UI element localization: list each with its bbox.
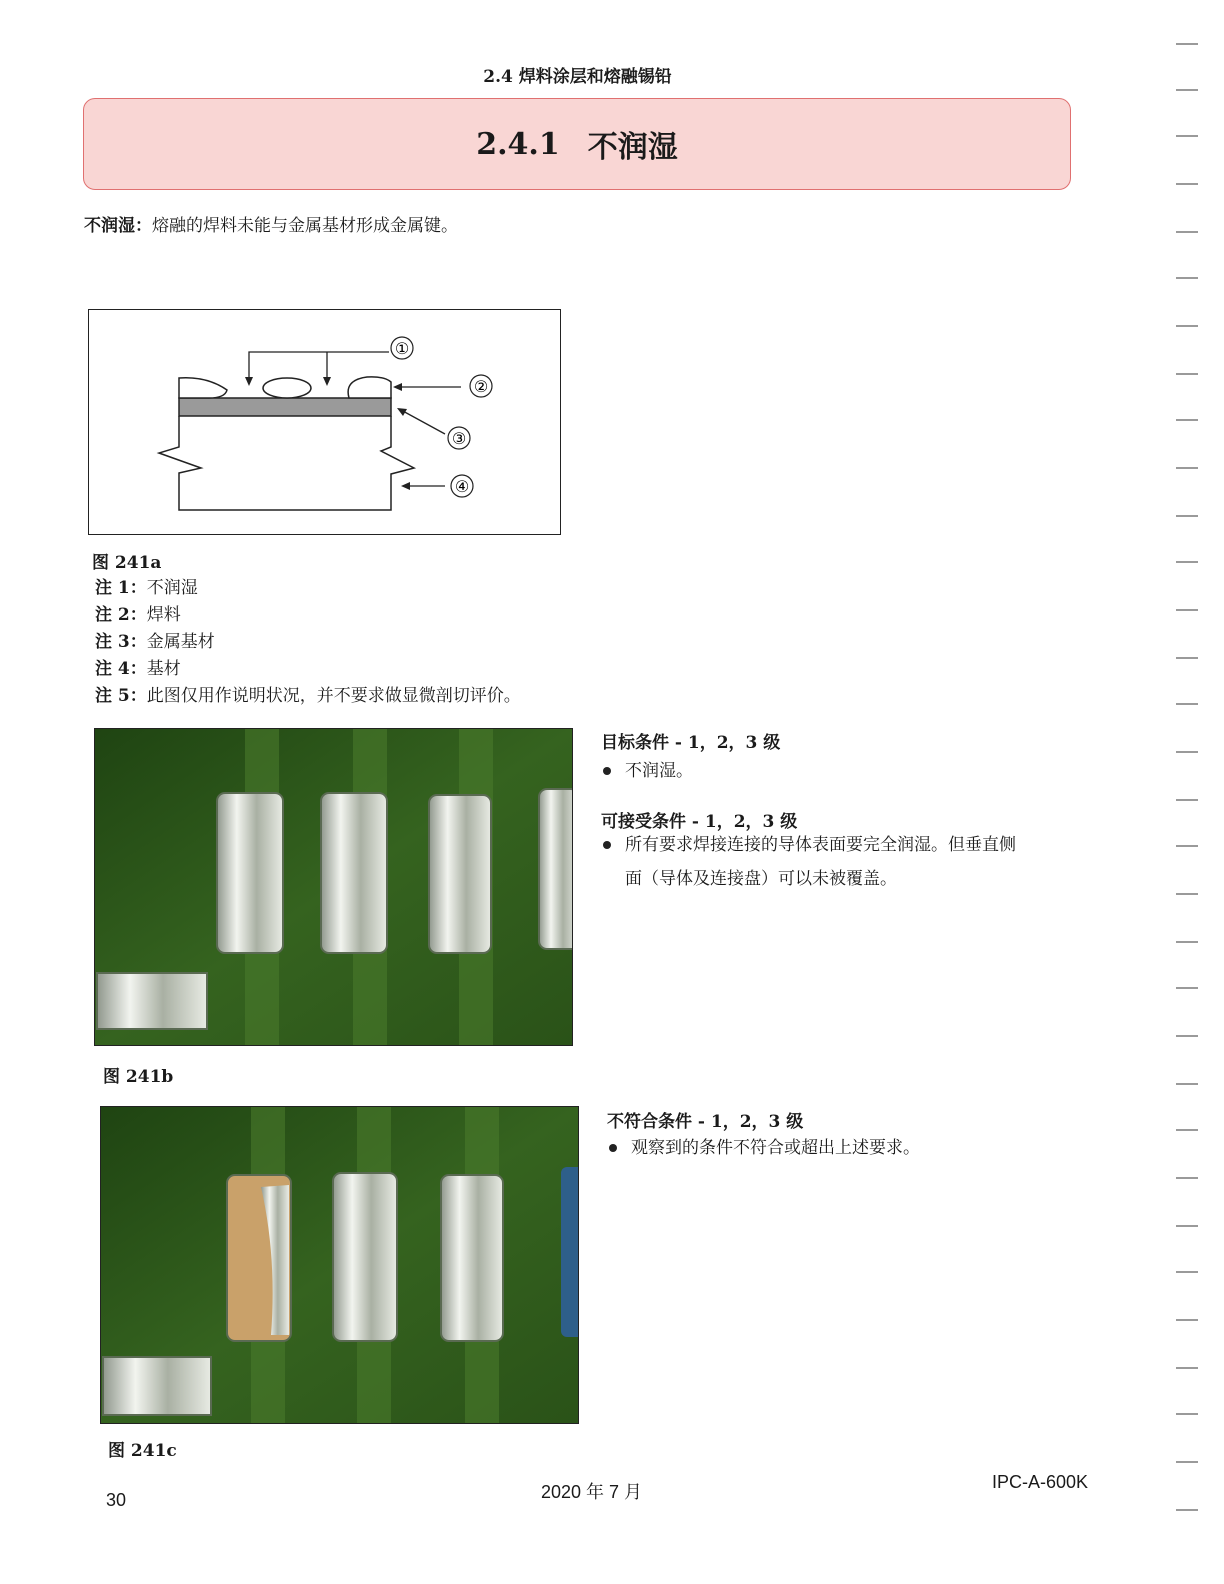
- acceptable-bullet: 所有要求焊接连接的导体表面要完全润湿。但垂直侧 面（导体及连接盘）可以未被覆盖。: [601, 828, 1101, 896]
- defect-bullet: 观察到的条件不符合或超出上述要求。: [607, 1131, 1107, 1165]
- title-text: 不润湿: [587, 130, 678, 165]
- section-header: 2.4 焊料涂层和熔融锡铅: [483, 67, 672, 87]
- target-bullet: 不润湿。: [601, 754, 1101, 788]
- target-condition-heading: 目标条件 - 1，2，3 级: [601, 733, 781, 753]
- solder-blob-middle: [263, 378, 311, 398]
- callout-2: ②: [473, 377, 489, 396]
- footer-doc-id: IPC-A-600K: [992, 1472, 1089, 1492]
- solder-blob-left: [179, 378, 227, 398]
- binding-edge-marks: [1164, 0, 1224, 1584]
- note-4: 注 4：基材: [95, 659, 181, 679]
- definition-text: 熔融的焊料未能与金属基材形成金属键。: [152, 216, 458, 236]
- note-3: 注 3：金属基材: [95, 632, 215, 652]
- defect-condition-heading: 不符合条件 - 1，2，3 级: [607, 1112, 804, 1132]
- section-title-box: [83, 98, 1071, 190]
- figure-241a-diagram: [88, 309, 561, 535]
- acceptable-condition-heading: 可接受条件 - 1，2，3 级: [601, 812, 798, 832]
- definition-term: 不润湿：: [84, 216, 152, 236]
- figure-241c-caption: 图 241c: [108, 1441, 177, 1461]
- figure-241a-caption: 图 241a: [92, 553, 162, 573]
- note-2: 注 2：焊料: [95, 605, 181, 625]
- page-number: 30: [106, 1490, 127, 1510]
- callout-3: ③: [451, 429, 467, 448]
- metal-base-layer: [179, 398, 391, 416]
- substrate-outline: [159, 416, 414, 510]
- note-1: 注 1：不润湿: [95, 578, 198, 598]
- solder-blob-right: [348, 377, 391, 398]
- callout-4: ④: [454, 477, 470, 496]
- callout-1: ①: [394, 339, 410, 358]
- cross-section-drawing: [89, 310, 559, 533]
- note-5: 注 5：此图仅用作说明状况，并不要求做显微剖切评价。: [95, 686, 521, 706]
- figure-241b-caption: 图 241b: [103, 1067, 174, 1087]
- figure-241c-photo: [100, 1106, 579, 1424]
- figure-241b-photo: [94, 728, 573, 1046]
- figure-241a-notes: [95, 575, 521, 710]
- definition: [84, 211, 458, 236]
- footer-date: 2020 年 7 月: [541, 1482, 643, 1502]
- title-number: 2.4.1: [476, 126, 560, 162]
